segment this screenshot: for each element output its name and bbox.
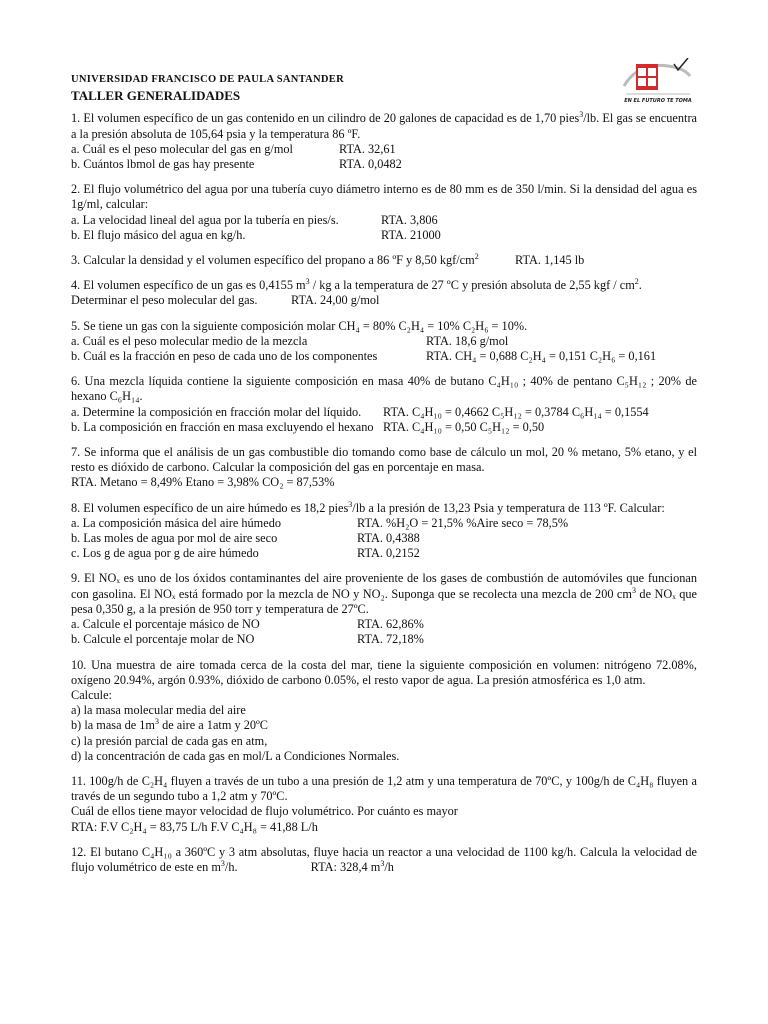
question-12: 12. El butano C₄H₁₀ a 360ºC y 3 atm absolutas, fluye hacia un reactor a una velocidad de 1100 kg/h. Calcula la velocidad de flujo volumétrico de este en $m^3/h$. RTA: 328,4 $m^3/h$: [71, 844, 697, 874]
svg-text:EN EL FUTURO TE TOMA: EN EL FUTURO TE TOMA: [624, 98, 692, 104]
question-5: 5. Se tiene un gas con la siguiente composición molar CH₄ = 80% C₂H₄ = 10% C₂H₆ = 10%. a. Cuál es el peso molecular medio de la mezcla RTA. 18,6 g/mol b. Cuál es la fracción en peso de cada uno de los componentes RTA. CH₄ = 0,688 C₂H₄ = 0,151 C₂H₆ = 0,161: [71, 318, 657, 364]
question-3: 3. Calcular la densidad y el volumen específico del propano a 86 ºF y 8,50 kgf/$cm^2$ RTA. 1,145 lb: [71, 251, 585, 268]
university-name: UNIVERSIDAD FRANCISCO DE PAULA SANTANDER: [71, 74, 344, 85]
question-9: 9. El NOₓ es uno de los óxidos contaminantes del aire proveniente de los gases de combustión de automóviles que funcionan con gasolina. El NOₓ está formado por la mezcla de NO y NO₂. Suponga que se recolecta una mezcla de 200 $cm^3$ de NOₓ que pesa 0,350 g, a la presión de 950 torr y temperatura de 27ºC. a. Calcule el porcentaje másico de NO RTA. 62,86% b. Calcule el porcentaje molar de NO RTA. 72,18%: [71, 571, 697, 647]
question-10: 10. Una muestra de aire tomada cerca de la costa del mar, tiene la siguiente composición en volumen: nitrógeno 72.08%, oxígeno 20.94%, argón 0.93%, dióxido de carbono 0.05%, el resto vapor de agua. La presión atmosférica es 1,0 atm. Calcule: a) la masa molecular media del aire b) la masa de $1m^3$ de aire a 1atm y 20ºC c) la presión parcial de cada gas en atm, d) la concentración de cada gas en mol/L a Condiciones Normales.: [71, 657, 697, 763]
question-1: 1. El volumen específico de un gas contenido en un cilindro de 20 galones de capacidad es de 1,70 pies$^3$/lb. El gas se encuentra a la presión absoluta de 105,64 psia y la temperatura 86 ºF. a. Cuál es el peso molecular del gas en g/mol RTA. 32,61 b. Cuántos lbmol de gas hay presente RTA. 0,0482: [71, 110, 697, 172]
question-8: 8. El volumen específico de un aire húmedo es 18,2 pies$^3$/lb a la presión de 13,23 Psia y temperatura de 113 ºF. Calcular: a. La composición másica del aire húmedo RTA. %H₂O = 21,5% %Aire seco = 78,5% b. Las moles de agua por mol de aire seco RTA. 0,4388 c. Los g de agua por g de aire húmedo RTA. 0,2152: [71, 499, 665, 561]
question-2: 2. El flujo volumétrico del agua por una tubería cuyo diámetro interno es de 80 mm es de 350 l/min. Si la densidad del agua es 1g/ml, calcular: a. La velocidad lineal del agua por la tubería en pies/s. RTA. 3,806 b. El flujo másico del agua en kg/h. RTA. 21000: [71, 182, 697, 242]
page-title: TALLER GENERALIDADES: [71, 88, 241, 104]
document-body: [71, 70, 697, 875]
question-4: 4. El volumen específico de un gas es 0,4155 $m^3$ / kg a la temperatura de 27 ºC y presión absoluta de 2,55 kgf / $cm^2$. Determinar el peso molecular del gas. RTA. 24,00 g/mol: [71, 277, 642, 308]
question-11: 11. 100g/h de C₂H₄ fluyen a través de un tubo a una presión de 1,2 atm y una temperatura de 70ºC, y 100g/h de C₄H₈ fluyen a través de un segundo tubo a 1,2 atm y 70ºC. Cuál de ellos tiene mayor velocidad de flujo volumétrico. Por cuánto es mayor RTA: F.V C₂H₄ = 83,75 L/h F.V C₄H₈ = 41,88 L/h: [71, 773, 697, 834]
question-7: 7. Se informa que el análisis de un gas combustible dio tomando como base de cálculo un mol, 20 % metano, 5% etano, y el resto es dióxido de carbono. Calcular la composición del gas en porcentaje en masa. RTA. Metano = 8,49% Etano = 3,98% CO₂ = 87,53%: [71, 445, 697, 490]
question-6: 6. Una mezcla líquida contiene la siguiente composición en masa 40% de butano C₄H₁₀ ; 40% de pentano C₅H₁₂ ; 20% de hexano C₆H₁₄. a. Determine la composición en fracción molar del líquido. RTA. C₄H₁₀ = 0,4662 C₅H₁₂ = 0,3784 C₆H₁₄ = 0,1554 b. La composición en fracción en masa excluyendo el hexano RTA. C₄H₁₀ = 0,50 C₅H₁₂ = 0,50: [71, 374, 697, 434]
